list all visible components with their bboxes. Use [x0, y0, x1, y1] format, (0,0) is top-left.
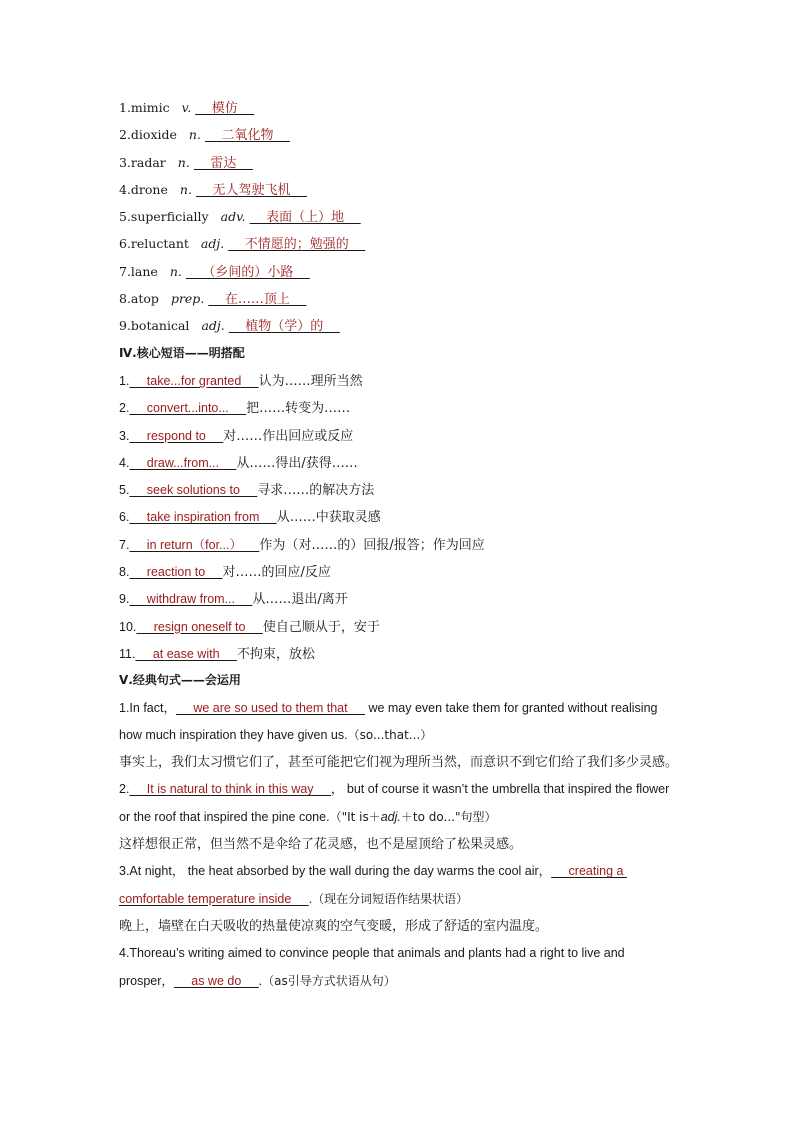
phrase-item — [119, 558, 679, 585]
vocab-answer: 不情愿的；勉强的 — [228, 237, 366, 253]
phrase-answer: seek solutions to — [129, 483, 258, 498]
sentence-2-answer: It is natural to think in this way — [129, 782, 331, 797]
sentence-3-translation: 晚上，墙壁在白天吸收的热量使凉爽的空气变暖，形成了舒适的室内温度。 — [119, 918, 549, 934]
vocab-answer: 表面（上）地 — [249, 210, 361, 226]
phrase-number: 5. — [119, 483, 130, 498]
vocab-item — [119, 176, 679, 203]
section-5-title: Ⅴ.经典句式——会运用 — [119, 673, 241, 688]
phrase-answer: resign oneself to — [136, 619, 263, 634]
phrase-list — [119, 367, 679, 667]
sentence-1-rest: we may even take them for granted without realising how much inspiration they have given us. — [119, 700, 658, 742]
phrase-meaning: 不拘束，放松 — [236, 646, 315, 662]
sentence-1 — [119, 695, 679, 750]
phrase-answer: in return（for...） — [129, 537, 260, 552]
sentence-4 — [119, 940, 679, 995]
vocab-answer: 无人驾驶飞机 — [195, 182, 307, 198]
phrase-number: 2. — [119, 401, 130, 416]
sentence-3-rest: . — [308, 891, 313, 906]
sentence-2-note-start: （"It is＋ — [329, 809, 381, 824]
part-of-speech: prep. — [170, 291, 205, 307]
vocab-answer: 雷达 — [193, 155, 253, 171]
worksheet-page — [119, 94, 679, 995]
phrase-meaning: 把……转变为…… — [246, 401, 351, 417]
vocab-item — [119, 258, 679, 285]
sentence-1-translation: 事实上，我们太习惯它们了，甚至可能把它们视为理所当然，而意识不到它们给了我们多少灵感。 — [119, 755, 679, 771]
vocab-item — [119, 203, 679, 230]
vocab-item — [119, 149, 679, 176]
phrase-meaning: 从……中获取灵感 — [276, 510, 381, 526]
phrase-number: 8. — [119, 565, 130, 580]
phrase-answer: withdraw from... — [129, 592, 253, 607]
phrase-answer: at ease with — [135, 646, 237, 661]
phrase-number: 9. — [119, 592, 130, 607]
phrase-item — [119, 640, 679, 667]
sentence-1-note: （so...that...） — [347, 727, 433, 742]
phrase-meaning: 从……得出/获得…… — [236, 455, 358, 471]
phrase-item — [119, 613, 679, 640]
sentence-2-prefix: 2. — [119, 782, 130, 797]
phrase-item — [119, 367, 679, 394]
phrase-answer: take inspiration from — [129, 510, 277, 525]
phrase-item — [119, 422, 679, 449]
vocab-answer: 在……顶上 — [208, 292, 307, 308]
phrase-number: 1. — [119, 373, 130, 388]
vocab-word: 4.drone — [119, 181, 168, 197]
vocab-answer: 二氧化物 — [204, 128, 290, 144]
part-of-speech: adj. — [200, 236, 225, 252]
phrase-number: 6. — [119, 510, 130, 525]
phrase-number: 10. — [119, 619, 137, 634]
phrase-item — [119, 394, 679, 421]
vocabulary-list — [119, 94, 679, 340]
phrase-number: 4. — [119, 455, 130, 470]
vocab-word: 9.botanical — [119, 318, 190, 334]
sentence-3-answer: creating a comfortable temperature inside — [119, 864, 627, 906]
phrase-meaning: 对……作出回应或反应 — [223, 428, 354, 444]
section-4-title: Ⅳ.核心短语——明搭配 — [119, 345, 245, 360]
phrase-number: 3. — [119, 428, 130, 443]
vocab-item — [119, 285, 679, 312]
vocab-word: 5.superficially — [119, 209, 209, 225]
phrase-meaning: 从……退出/离开 — [252, 592, 348, 608]
sentence-4-answer: as we do — [173, 973, 259, 988]
part-of-speech: v. — [181, 100, 192, 115]
sentence-3 — [119, 858, 679, 913]
sentence-4-note: （as引导方式状语从句） — [262, 973, 396, 988]
part-of-speech: adv. — [220, 209, 246, 225]
sentence-2-note-adj: adj. — [380, 809, 401, 824]
phrase-meaning: 寻求……的解决方法 — [257, 483, 375, 499]
part-of-speech: n. — [179, 181, 192, 197]
sentence-1-prefix: 1.In fact， — [119, 700, 176, 715]
sentence-2 — [119, 776, 679, 831]
vocab-word: 1.mimic — [119, 100, 170, 115]
vocab-word: 2.dioxide — [119, 127, 177, 143]
sentence-2-rest: ， but of course it wasn’t the umbrella that inspired the flower or the roof that inspired the pine cone. — [119, 782, 670, 824]
part-of-speech: adj. — [201, 318, 225, 334]
part-of-speech: n. — [177, 154, 190, 170]
sentence-4-prefix: 4.Thoreau’s writing aimed to convince people that animals and plants had a right to live and prosper， — [119, 946, 625, 988]
phrase-answer: draw...from... — [129, 455, 237, 470]
vocab-item — [119, 94, 679, 121]
sentence-1-answer: we are so used to them that — [175, 700, 365, 715]
vocab-word: 6.reluctant — [119, 236, 189, 252]
phrase-meaning: 认为……理所当然 — [258, 373, 363, 389]
sentence-4-rest: . — [258, 973, 263, 988]
phrase-answer: take...for granted — [129, 373, 259, 388]
phrase-number: 11. — [119, 646, 136, 661]
phrase-item — [119, 503, 679, 530]
vocab-item — [119, 312, 679, 339]
phrase-meaning: 对……的回应/反应 — [222, 565, 331, 581]
sentence-2-note-end: ＋to do..."句型） — [400, 809, 497, 824]
sentence-3-prefix: 3.At night， the heat absorbed by the wall during the day warms the cool air， — [119, 864, 552, 879]
phrase-item — [119, 531, 679, 558]
part-of-speech: n. — [188, 127, 201, 143]
vocab-answer: （乡间的）小路 — [185, 264, 310, 280]
vocab-item — [119, 230, 679, 257]
phrase-answer: convert...into... — [129, 401, 247, 416]
phrase-answer: respond to — [129, 428, 224, 443]
vocab-word: 7.lane — [119, 263, 158, 279]
phrase-item — [119, 476, 679, 503]
phrase-item — [119, 449, 679, 476]
phrase-item — [119, 585, 679, 612]
vocab-answer: 模仿 — [195, 101, 255, 116]
part-of-speech: n. — [169, 263, 182, 279]
phrase-answer: reaction to — [129, 565, 223, 580]
sentence-3-note: （现在分词短语作结果状语） — [312, 891, 469, 906]
vocab-word: 3.radar — [119, 154, 166, 170]
phrase-number: 7. — [119, 537, 130, 552]
phrase-meaning: 使自己顺从于，安于 — [262, 619, 380, 635]
vocab-answer: 植物（学）的 — [228, 319, 340, 335]
vocab-item — [119, 121, 679, 148]
vocab-word: 8.atop — [119, 291, 159, 307]
phrase-meaning: 作为（对……的）回报/报答；作为回应 — [259, 537, 485, 553]
sentence-2-translation: 这样想很正常，但当然不是伞给了花灵感，也不是屋顶给了松果灵感。 — [119, 837, 523, 853]
